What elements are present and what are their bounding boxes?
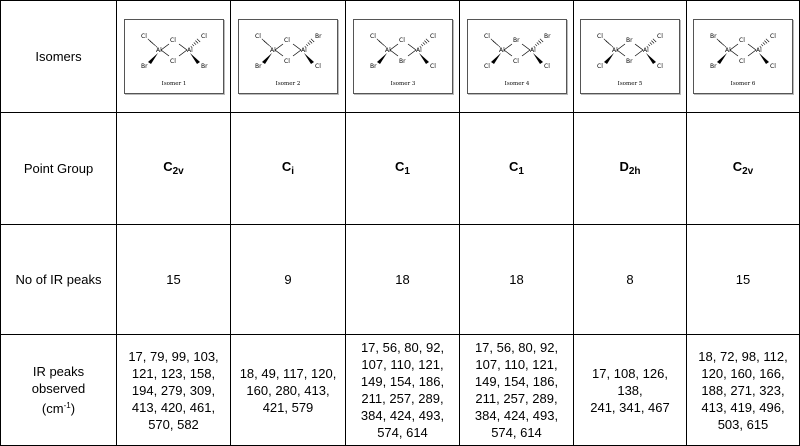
point-group-cell: $C_1$	[346, 113, 460, 225]
atom-label: Al	[498, 47, 505, 54]
isomer-caption: Isomer 5	[617, 81, 643, 87]
isomer-structure-cell	[117, 1, 231, 113]
row-ir-count	[1, 225, 800, 335]
atom-label: Al	[415, 47, 422, 54]
ir-peak-line: 149, 154, 186,	[360, 374, 445, 389]
isomer-structure	[693, 19, 793, 94]
header-point-group: Point Group	[1, 113, 117, 225]
atom-label: Al	[612, 47, 618, 54]
atom-label: Al	[301, 47, 307, 54]
ir-peak-line: 241, 341, 467	[590, 399, 670, 415]
ir-count-cell: 18	[460, 225, 574, 335]
atom-label: Cl	[657, 33, 663, 40]
atom-label: Cl	[770, 33, 776, 40]
isomer-caption: Isomer 2	[275, 81, 301, 87]
atom-label: Cl	[369, 33, 376, 40]
atom-label: Cl	[597, 33, 603, 40]
atom-label: Br	[710, 33, 717, 40]
ir-peak-line: 194, 279, 309,	[131, 382, 216, 398]
ir-peak-line: 17, 108, 126, 138,	[592, 365, 668, 398]
atom-label: Cl	[429, 33, 436, 40]
ir-peak-line: 120, 160, 166,	[701, 365, 785, 381]
ir-count-cell: 15	[117, 225, 231, 335]
ir-peaks-cell	[460, 335, 574, 446]
ir-peak-line: 570, 582	[148, 416, 199, 432]
atom-label: Br	[626, 58, 633, 65]
point-group-cell: $C_{2v}$	[117, 113, 231, 225]
atom-label: Cl	[512, 58, 519, 65]
ir-peak-line: 503, 615	[717, 416, 769, 432]
point-group-cell: $C_{2v}$	[687, 113, 800, 225]
atom-label: Cl	[315, 63, 321, 70]
atom-label: Br	[255, 63, 262, 70]
ir-peak-line: 17, 56, 80, 92,	[360, 340, 445, 355]
ir-peaks-cell	[346, 335, 460, 446]
atom-label: Al	[725, 47, 731, 54]
atom-label: Al	[155, 47, 162, 54]
point-group-cell: $C_1$	[460, 113, 574, 225]
atom-label: Cl	[739, 37, 745, 44]
atom-label: Cl	[543, 63, 550, 70]
atom-label: Cl	[770, 63, 776, 70]
atom-label: Cl	[169, 37, 176, 44]
ir-peak-line: 149, 154, 186,	[474, 374, 559, 389]
header-ir-observed: IR peaks observed $(cm^{-1})$	[1, 335, 117, 446]
point-group-cell: $D_{2h}$	[574, 113, 687, 225]
isomer-structure-cell	[574, 1, 687, 113]
isomer-caption: Isomer 1	[161, 81, 186, 87]
atom-label: Br	[512, 37, 520, 44]
header-isomers: Isomers	[1, 1, 117, 113]
isomer-structure-cell	[231, 1, 346, 113]
atom-label: Br	[398, 58, 406, 65]
row-isomers	[1, 1, 800, 113]
isomer-structure	[238, 19, 338, 94]
atom-label: Al	[643, 47, 649, 54]
atom-label: Cl	[284, 58, 290, 65]
ir-peak-line: 211, 257, 289,	[475, 391, 558, 406]
ir-peak-line: 160, 280, 413,	[246, 382, 330, 398]
ir-peak-line: 18, 72, 98, 112,	[698, 348, 788, 364]
ir-peak-line: 421, 579	[262, 399, 314, 415]
isomer-structure	[353, 19, 453, 94]
ir-count-cell: 18	[346, 225, 460, 335]
ir-peak-line: 121, 123, 158,	[131, 365, 216, 381]
ir-peak-line: 413, 419, 496,	[701, 399, 785, 415]
header-ir-count: No of IR peaks	[1, 225, 117, 335]
isomer-structure-cell	[460, 1, 574, 113]
atom-label: Cl	[284, 37, 290, 44]
atom-label: Cl	[483, 63, 490, 70]
atom-label: Cl	[739, 58, 745, 65]
ir-peaks-cell	[574, 335, 687, 446]
ir-peak-line: 107, 110, 121,	[475, 357, 558, 372]
atom-label: Cl	[483, 33, 490, 40]
atom-label: Br	[543, 33, 551, 40]
row-point-group	[1, 113, 800, 225]
ir-count-cell: 8	[574, 225, 687, 335]
atom-label: Al	[270, 47, 276, 54]
point-group-cell: $C_i$	[231, 113, 346, 225]
atom-label: Br	[140, 63, 148, 70]
ir-peak-line: 413, 420, 461,	[131, 399, 216, 415]
atom-label: Cl	[200, 33, 207, 40]
atom-label: Br	[200, 63, 208, 70]
atom-label: Br	[626, 37, 633, 44]
isomer-structure	[467, 19, 567, 94]
ir-peaks-cell	[687, 335, 800, 446]
ir-peak-line: 107, 110, 121,	[361, 357, 444, 372]
atom-label: Al	[529, 47, 536, 54]
ir-peak-line: 574, 614	[491, 425, 542, 440]
atom-label: Cl	[255, 33, 261, 40]
ir-peak-line: 211, 257, 289,	[361, 391, 444, 406]
ir-peak-line: 384, 424, 493,	[474, 408, 559, 423]
atom-label: Cl	[597, 63, 603, 70]
isomer-caption: Isomer 4	[504, 81, 529, 87]
atom-label: Al	[384, 47, 391, 54]
isomer-structure-cell	[346, 1, 460, 113]
ir-peak-line: 17, 56, 80, 92,	[474, 340, 559, 355]
atom-label: Al	[756, 47, 762, 54]
ir-peaks-cell	[117, 335, 231, 446]
ir-peak-line: 17, 79, 99, 103,	[128, 348, 219, 364]
ir-count-cell: 9	[231, 225, 346, 335]
atom-label: Cl	[429, 63, 436, 70]
isomer-structure-cell	[687, 1, 800, 113]
atom-label: Cl	[169, 58, 176, 65]
ir-peak-line: 18, 49, 117, 120,	[239, 365, 337, 381]
ir-peaks-cell	[231, 335, 346, 446]
atom-label: Al	[186, 47, 193, 54]
atom-label: Cl	[140, 33, 147, 40]
ir-peak-line: 574, 614	[377, 425, 428, 440]
ir-count-cell: 15	[687, 225, 800, 335]
isomer-structure	[580, 19, 680, 94]
isomer-caption: Isomer 3	[390, 81, 415, 87]
atom-label: Br	[315, 33, 322, 40]
isomer-caption: Isomer 6	[730, 81, 756, 87]
atom-label: Cl	[657, 63, 663, 70]
atom-label: Br	[369, 63, 377, 70]
ir-peak-line: 384, 424, 493,	[360, 408, 445, 423]
isomer-structure	[124, 19, 224, 94]
row-ir-observed	[1, 335, 800, 446]
atom-label: Br	[710, 63, 717, 70]
atom-label: Cl	[398, 37, 405, 44]
ir-peak-line: 188, 271, 323,	[701, 382, 785, 398]
